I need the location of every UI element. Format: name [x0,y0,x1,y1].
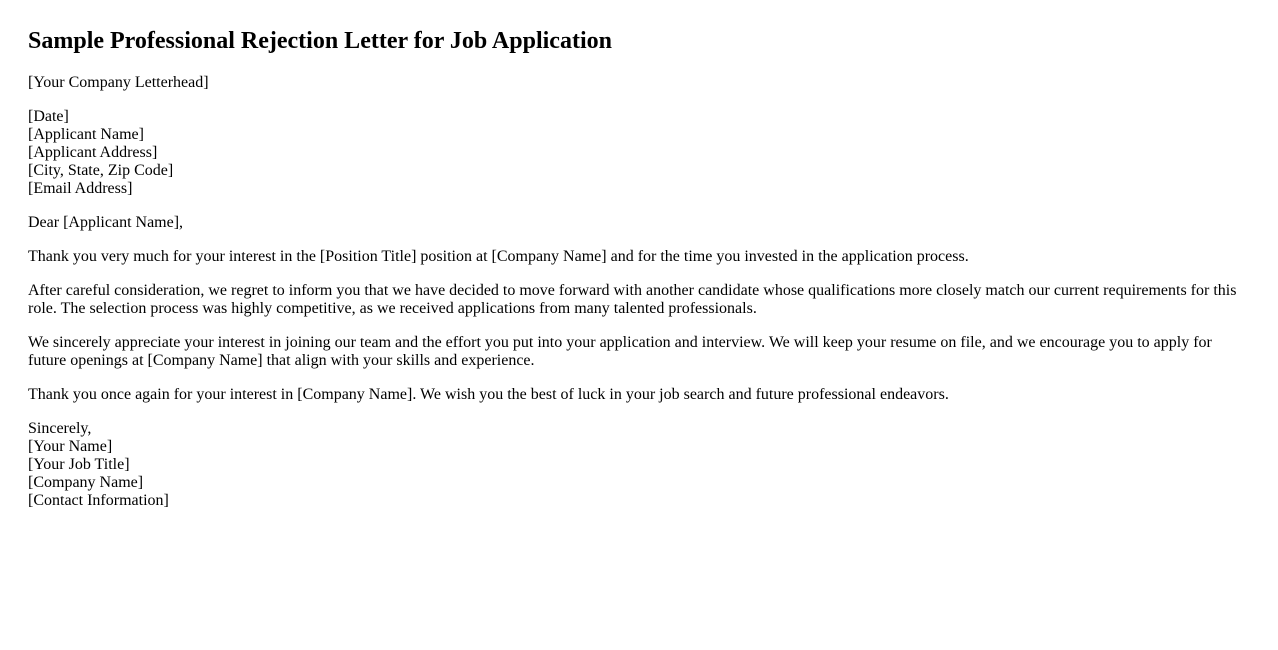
body-paragraph-2: After careful consideration, we regret to inform you that we have decided to move forward with another candidate whose qualifications more closely match our current requirements for this role. The selection process was highly competitive, as we received applications from many talented professionals. [28,282,1237,317]
your-job-title-line: [Your Job Title] [28,456,130,473]
contact-information-line: [Contact Information] [28,492,169,509]
body-paragraph-3: We sincerely appreciate your interest in joining our team and the effort you put into your application and interview. We will keep your resume on file, and we encourage you to apply for future openings at [Company Name] that align with your skills and experience. [28,334,1212,369]
body-paragraph-4: Thank you once again for your interest in [Company Name]. We wish you the best of luck in your job search and future professional endeavors. [28,386,949,403]
address-block [28,108,1250,198]
your-name-line: [Your Name] [28,438,113,455]
letterhead: [Your Company Letterhead] [28,74,209,91]
email-address-line: [Email Address] [28,180,133,197]
applicant-name-line: [Applicant Name] [28,126,144,143]
date-line: [Date] [28,108,69,125]
company-name-line: [Company Name] [28,474,144,491]
city-state-zip-line: [City, State, Zip Code] [28,162,174,179]
closing-block [28,420,1250,510]
page-title: Sample Professional Rejection Letter for Job Application [28,28,612,54]
applicant-address-line: [Applicant Address] [28,144,158,161]
body-paragraph-1: Thank you very much for your interest in the [Position Title] position at [Company Name] and for the time you invested in the application process. [28,248,969,265]
greeting: Dear [Applicant Name], [28,214,184,231]
sign-off: Sincerely, [28,420,92,437]
